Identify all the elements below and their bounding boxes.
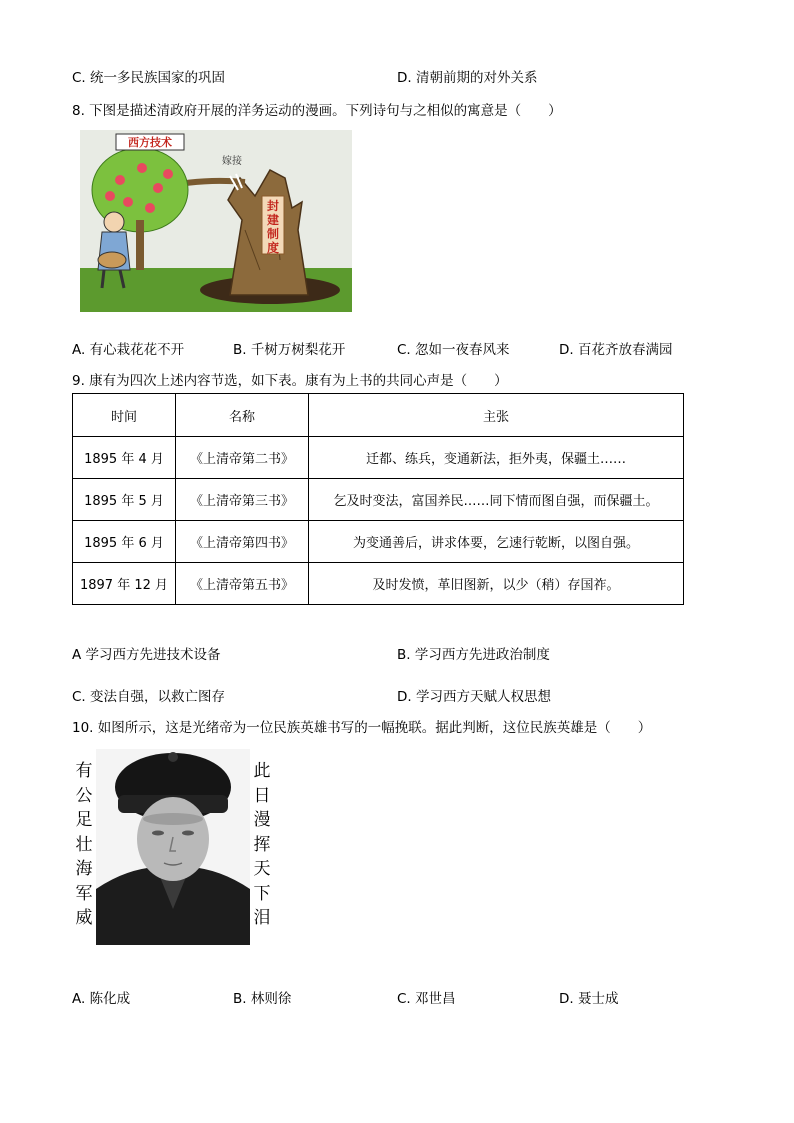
couplet-char: 威 xyxy=(75,908,93,928)
cell-name: 《上清帝第五书》 xyxy=(176,563,309,605)
q8-option-a: A. 有心栽花花不开 xyxy=(72,342,185,358)
header-proposal: 主张 xyxy=(309,394,684,437)
q9-option-a: A 学习西方先进技术设备 xyxy=(72,647,221,663)
left-couplet xyxy=(74,759,94,931)
couplet-char: 漫 xyxy=(253,810,271,830)
q7-option-d: D. 清朝前期的对外关系 xyxy=(397,70,538,86)
couplet-char: 军 xyxy=(75,883,93,904)
portrait-photo xyxy=(96,749,250,945)
couplet-char: 天 xyxy=(253,859,271,879)
cell-proposal: 及时发愤，革旧图新，以少（稍）存国祚。 xyxy=(309,563,684,605)
q10-option-a: A. 陈化成 xyxy=(72,991,131,1007)
couplet-char: 下 xyxy=(253,883,271,904)
western-tech-sign: 西方技术 xyxy=(128,136,172,149)
q7-option-c: C. 统一多民族国家的巩固 xyxy=(72,70,226,86)
couplet-char: 有 xyxy=(75,761,93,781)
cell-time: 1895 年 6 月 xyxy=(73,521,176,563)
header-time: 时间 xyxy=(73,394,176,437)
cell-name: 《上清帝第二书》 xyxy=(176,437,309,479)
table-header-row xyxy=(73,394,684,437)
graft-label: 嫁接 xyxy=(222,156,242,167)
q8-option-c: C. 忽如一夜春风来 xyxy=(397,342,510,358)
table-row xyxy=(73,563,684,605)
q8-cartoon-image xyxy=(80,130,352,312)
cell-proposal: 为变通善后，讲求体要，乞速行乾断，以图自强。 xyxy=(309,521,684,563)
cell-proposal: 迁都、练兵，变通新法，拒外夷，保疆土…… xyxy=(309,437,684,479)
q10-option-d: D. 聂士成 xyxy=(559,991,619,1007)
cell-name: 《上清帝第三书》 xyxy=(176,479,309,521)
cell-time: 1897 年 12 月 xyxy=(73,563,176,605)
cell-name: 《上清帝第四书》 xyxy=(176,521,309,563)
trunk-sign-char-3: 制 xyxy=(266,227,280,241)
q8-option-b: B. 千树万树梨花开 xyxy=(233,342,346,358)
q10-option-c: C. 邓世昌 xyxy=(397,991,456,1007)
cell-time: 1895 年 4 月 xyxy=(73,437,176,479)
couplet-char: 壮 xyxy=(75,834,93,855)
cell-proposal: 乞及时变法，富国养民……同下情而图自强，而保疆土。 xyxy=(309,479,684,521)
couplet-char: 泪 xyxy=(253,908,271,928)
cell-time: 1895 年 5 月 xyxy=(73,479,176,521)
q10-option-b: B. 林则徐 xyxy=(233,991,292,1007)
table-row xyxy=(73,521,684,563)
q8-stem: 8. 下图是描述清政府开展的洋务运动的漫画。下列诗句与之相似的寓意是（ ） xyxy=(72,103,562,119)
trunk-sign-char-2: 建 xyxy=(266,213,280,227)
couplet-char: 此 xyxy=(253,761,271,781)
table-row xyxy=(73,437,684,479)
table-row xyxy=(73,479,684,521)
q9-stem: 9. 康有为四次上述内容节选，如下表。康有为上书的共同心声是（ ） xyxy=(72,373,508,389)
couplet-char: 足 xyxy=(75,810,93,830)
q9-option-c: C. 变法自强，以救亡图存 xyxy=(72,689,226,705)
q9-table xyxy=(72,393,684,605)
trunk-sign-char-4: 度 xyxy=(266,241,280,255)
couplet-char: 挥 xyxy=(253,834,271,855)
couplet-char: 日 xyxy=(253,785,271,806)
q10-stem: 10. 如图所示，这是光绪帝为一位民族英雄书写的一幅挽联。据此判断，这位民族英雄是（ ） xyxy=(72,720,652,736)
q8-option-d: D. 百花齐放春满园 xyxy=(559,342,673,358)
couplet-char: 公 xyxy=(75,785,93,806)
couplet-char: 海 xyxy=(75,859,93,879)
q9-option-d: D. 学习西方天赋人权思想 xyxy=(397,689,551,705)
header-name: 名称 xyxy=(176,394,309,437)
trunk-sign-char-1: 封 xyxy=(266,199,280,213)
right-couplet xyxy=(252,759,272,931)
q9-option-b: B. 学习西方先进政治制度 xyxy=(397,647,550,663)
